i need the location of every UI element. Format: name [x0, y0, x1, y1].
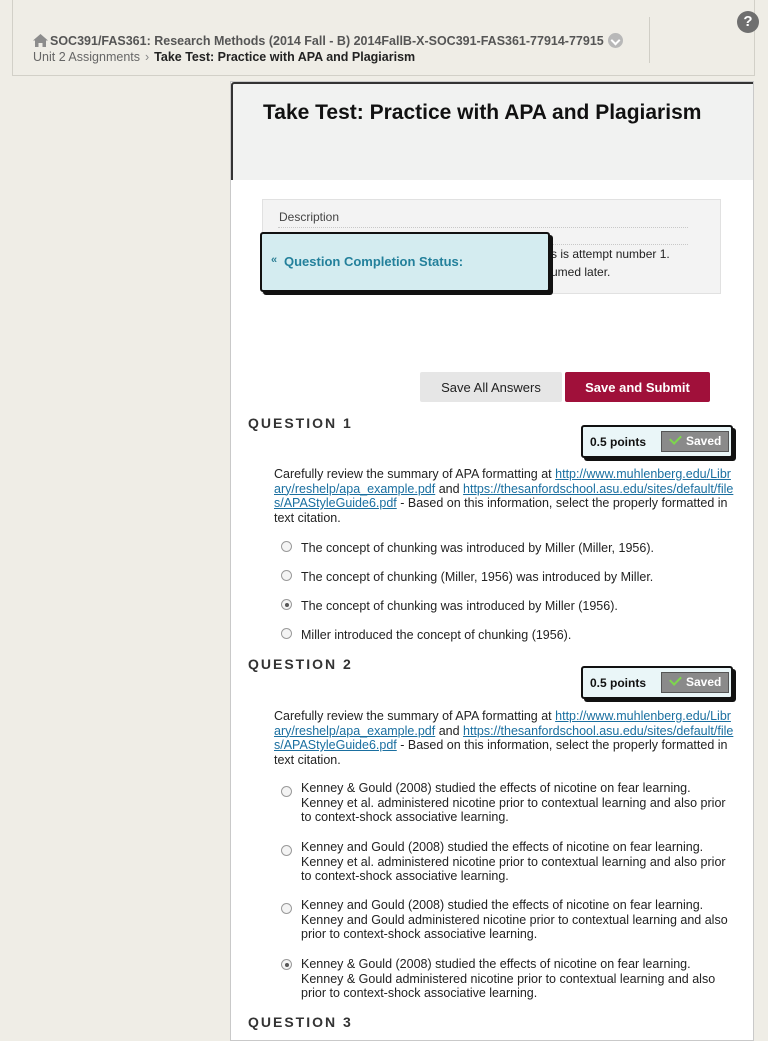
prompt-text: and: [435, 723, 464, 738]
option-label[interactable]: The concept of chunking was introduced by Miller (Miller, 1956).: [301, 541, 654, 555]
option-label[interactable]: Kenney & Gould (2008) studied the effects of nicotine on fear learning. Kenney et al. administered nicotine prior to contextual learning and also prior to context-shock associative learning.: [301, 781, 726, 824]
prompt-text: and: [435, 481, 464, 496]
radio-button[interactable]: [281, 628, 292, 639]
option-label[interactable]: Miller introduced the concept of chunking (1956).: [301, 628, 572, 642]
prompt-text: - Based on this information, select the properly formatted in text citation.: [274, 496, 728, 525]
resume-text: umed later.: [551, 265, 611, 279]
help-icon[interactable]: ?: [737, 11, 759, 33]
points-panel: [581, 666, 733, 699]
question-heading: QUESTION 1: [248, 415, 353, 431]
apa-style-guide-link[interactable]: https://thesanfordschool.asu.edu/sites/default/files/APAStyleGuide6.pdf: [274, 723, 734, 752]
breadcrumb-trail: [33, 50, 415, 64]
radio-button[interactable]: [281, 786, 292, 797]
answer-option[interactable]: [281, 957, 736, 1001]
question-completion-status[interactable]: [260, 232, 550, 292]
breadcrumb-section-link[interactable]: Unit 2 Assignments: [33, 50, 140, 64]
answer-option[interactable]: [281, 628, 736, 643]
option-label[interactable]: Kenney and Gould (2008) studied the effects of nicotine on fear learning. Kenney et al. administered nicotine prior to contextual learning and also prior to context-shock associative learning.: [301, 840, 726, 883]
question-prompt: [274, 709, 736, 767]
radio-button-selected[interactable]: [281, 599, 292, 610]
description-label: Description: [279, 210, 340, 224]
page-title: Take Test: Practice with APA and Plagiarism: [263, 101, 702, 124]
saved-label: Saved: [686, 675, 722, 689]
home-icon[interactable]: [33, 34, 48, 47]
question-heading: QUESTION 3: [248, 1014, 353, 1030]
radio-button[interactable]: [281, 541, 292, 552]
answer-option[interactable]: [281, 898, 736, 942]
answer-option[interactable]: [281, 599, 736, 614]
answer-option[interactable]: [281, 840, 736, 884]
apa-style-guide-link[interactable]: https://thesanfordschool.asu.edu/sites/default/files/APAStyleGuide6.pdf: [274, 481, 734, 510]
prompt-text: Carefully review the summary of APA formatting at: [274, 467, 556, 481]
prompt-text: - Based on this information, select the properly formatted in text citation.: [274, 738, 728, 767]
answer-option[interactable]: [281, 541, 736, 556]
page-header: [231, 82, 753, 180]
radio-button[interactable]: [281, 845, 292, 856]
double-chevron-down-icon[interactable]: «: [271, 254, 278, 266]
breadcrumb-course-label[interactable]: SOC391/FAS361: Research Methods (2014 Fall - B) 2014FallB-X-SOC391-FAS361-77914-77915: [50, 33, 604, 48]
save-and-submit-button[interactable]: Save and Submit: [565, 372, 710, 402]
attempt-text: s is attempt number 1.: [551, 247, 670, 261]
check-icon: [669, 432, 682, 445]
saved-badge: [661, 672, 729, 693]
points-label: 0.5 points: [590, 435, 647, 449]
answer-option[interactable]: [281, 570, 736, 585]
radio-button[interactable]: [281, 903, 292, 914]
breadcrumb-bar: [12, 0, 755, 76]
option-label[interactable]: Kenney and Gould (2008) studied the effects of nicotine on fear learning. Kenney and Gould administered nicotine prior to contextual learning and also prior to context-shock associative learning.: [301, 898, 728, 941]
question-prompt: [274, 467, 736, 525]
radio-button[interactable]: [281, 570, 292, 581]
option-label[interactable]: The concept of chunking (Miller, 1956) was introduced by Miller.: [301, 570, 654, 584]
check-icon: [669, 673, 682, 686]
option-label[interactable]: Kenney & Gould (2008) studied the effects of nicotine on fear learning. Kenney & Gould administered nicotine prior to contextual learning and also prior to context-shock associative learning.: [301, 957, 716, 1000]
divider: [649, 17, 650, 63]
apa-example-link[interactable]: http://www.muhlenberg.edu/Library/reshelp/apa_example.pdf: [274, 709, 731, 738]
points-label: 0.5 points: [590, 676, 647, 690]
radio-button-selected[interactable]: [281, 959, 292, 970]
breadcrumb-current: Take Test: Practice with APA and Plagiarism: [154, 50, 416, 64]
test-content-panel: [230, 81, 754, 1041]
apa-example-link[interactable]: http://www.muhlenberg.edu/Library/reshelp/apa_example.pdf: [274, 467, 731, 496]
completion-status-label[interactable]: Question Completion Status:: [284, 254, 464, 269]
divider: [278, 227, 688, 228]
save-all-answers-button[interactable]: Save All Answers: [420, 372, 562, 402]
saved-label: Saved: [686, 434, 722, 448]
breadcrumb-separator: ›: [145, 50, 150, 64]
points-panel: [581, 425, 733, 458]
question-heading: QUESTION 2: [248, 656, 353, 672]
prompt-text: Carefully review the summary of APA formatting at: [274, 709, 556, 723]
option-label[interactable]: The concept of chunking was introduced by Miller (1956).: [301, 599, 618, 613]
breadcrumb-course[interactable]: [33, 33, 623, 48]
chevron-down-icon[interactable]: [608, 33, 623, 48]
answer-option[interactable]: [281, 781, 736, 825]
saved-badge: [661, 431, 729, 452]
